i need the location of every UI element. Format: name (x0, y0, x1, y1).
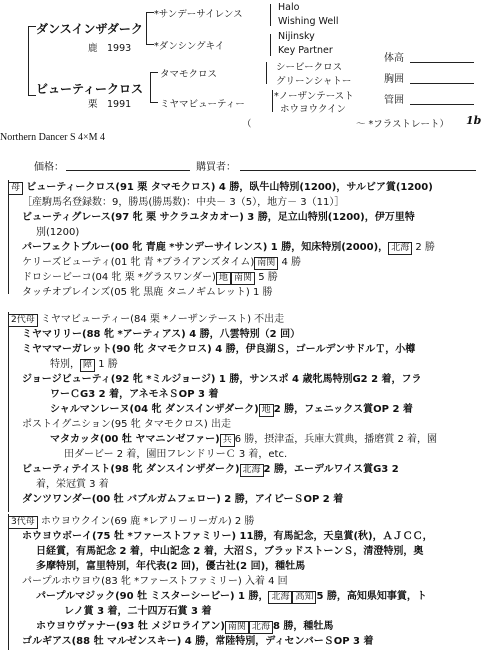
list-item: ミヤマリリー(88 牝 *アーティアス) 4 勝，八雲特別（2 回） (22, 329, 301, 340)
list-item: ビューティグレース(97 牝 栗 サクラユタカオー) 3 勝，足立山特別(1200)，伊万里特 (22, 212, 415, 223)
connector (266, 62, 267, 84)
list-item: ミヤママーガレット(90 牝 タマモクロス) 4 勝，伊良湖Ｓ，ゴールデンサドルＴ，小樽 (22, 344, 416, 355)
list-item: シャルマンレーヌ(04 牝 ダンスインザダーク) (50, 404, 259, 415)
g3-5: シービークロス (276, 62, 343, 73)
dam-dam: ミヤマビューティー (160, 99, 245, 110)
sire-sire: *サンデーサイレンス (154, 9, 243, 20)
list-item-tail: 2 勝，フェニックス賞OP 2 着 (273, 404, 413, 415)
section-label: 3代母 (8, 516, 38, 529)
g3-3: Nijinsky (278, 31, 315, 42)
connector (150, 72, 151, 102)
region-badge: 北海 (249, 621, 273, 634)
list-item: パーフェクトブルー(00 牝 青鹿 *サンデーサイレンス) 1 勝，知床特別(2000)， (22, 242, 389, 253)
list-item: ダンツワンダー(00 牡 バブルガムフェロー) 2 勝，アイビーＳOP 2 着 (22, 494, 344, 505)
third-dam-record: ホウヨウクイン(69 鹿 *レアリーリーガル) 2 勝 (40, 516, 255, 527)
list-item: 日経賞，有馬記念 2 着，中山記念 2 着，大沼Ｓ，ブラッドストーンＳ，清澄特別，奥 (36, 546, 424, 557)
connector (28, 26, 29, 96)
region-badge: 北海 (268, 591, 292, 604)
connector (270, 34, 271, 56)
section-second-dam (8, 312, 492, 507)
sire-name: ダンスインザダーク (36, 22, 143, 36)
sire-dam: *ダンシングキイ (154, 41, 225, 52)
g3-4: Key Partner (278, 45, 333, 56)
list-item-tail: 4 勝 (281, 257, 302, 268)
pedigree-footnote: （ ～ *フラストレート） (242, 119, 449, 130)
section-label: 母 (8, 182, 23, 195)
connector (28, 26, 36, 27)
girth-field[interactable] (410, 83, 474, 84)
list-item-tail: 2 勝，エーデルワイス賞G3 2 (263, 464, 399, 475)
connector (150, 102, 158, 103)
list-item: 着，栄冠賞 3 着 (36, 479, 109, 490)
region-badge: 兵 (220, 434, 235, 447)
region-badge: 地 (216, 272, 231, 285)
list-item: 田ダービー 2 着，園田フレンドリーＣ 3 着，etc. (64, 449, 288, 460)
list-item: ホウヨウヴァナー(93 牡 メジロライアン) (36, 621, 225, 632)
dam-record: ビューティークロス(91 栗 タマモクロス) 4 勝，臥牛山特別(1200)，サルビア賞(1200) (26, 182, 433, 193)
inbreeding-note: Northern Dancer S 4×M 4 (0, 132, 106, 143)
connector (28, 95, 36, 96)
cannon-field[interactable] (410, 104, 474, 105)
list-item: 多摩特別，富里特別，年代表(2 回)，優古社(2 回)，種牡馬 (36, 561, 306, 572)
list-item-tail: 5 勝 (258, 272, 278, 283)
list-item: ワーＣG3 2 着，アネモネＳOP 3 着 (50, 389, 219, 400)
sire-info: 鹿 1993 (88, 43, 132, 54)
list-item-tail: 1 勝 (98, 359, 118, 370)
section-dam (8, 180, 492, 300)
list-item-tail: 2 勝 (415, 242, 435, 253)
region-badge: 障 (80, 359, 95, 372)
offspring-stats: ［産駒馬名登録数：9，勝馬(勝馬数)：中央－ 3（5），地方－ 3（11）］ (22, 197, 345, 208)
list-item: タッチオブレインズ(05 牝 黒鹿 タニノギムレット) 1 勝 (22, 287, 273, 298)
list-item: ケリーズビューティ(01 牝 青 *ブライアンズタイム) (22, 257, 255, 268)
price-label: 価格： (34, 162, 64, 173)
connector (146, 44, 154, 45)
region-badge: 南関 (254, 257, 278, 270)
connector (270, 4, 271, 26)
section-label: 2代母 (8, 314, 38, 327)
list-item: ホウヨウボーイ(75 牡 *ファーストファミリー) 11勝，有馬記念，天皇賞(秋)，ＡＪＣＣ， (22, 531, 433, 542)
list-item: ドロシービーコ(04 牝 栗 *グラスワンダー) (22, 272, 216, 283)
second-dam-record: ミヤマビューティー(84 栗 *ノーザンテースト) 不出走 (40, 314, 285, 325)
buyer-field[interactable] (240, 170, 476, 171)
height-label: 体高 (384, 53, 404, 64)
connector (146, 12, 147, 44)
dam-info: 栗 1991 (88, 99, 132, 110)
g3-7: *ノーザンテースト (274, 91, 354, 102)
list-item: ジョージビューティ(92 牝 *ミルジョージ) 1 勝，サンスポ 4 歳牝馬特別G2 2 着，フラ (22, 374, 422, 385)
region-badge: 地 (259, 404, 274, 417)
girth-label: 胸囲 (384, 74, 404, 85)
list-item: ポストイグニション(95 牝 タマモクロス) 出走 (22, 419, 231, 430)
height-field[interactable] (410, 62, 474, 63)
region-badge: 北海 (240, 464, 264, 477)
connector (150, 72, 158, 73)
dam-name: ビューティークロス (36, 82, 144, 96)
region-badge: 高知 (292, 591, 316, 604)
cannon-label: 管囲 (384, 95, 404, 106)
list-item: 別(1200) (36, 227, 80, 238)
list-item: ゴルギアス(88 牡 マルゼンスキー) 4 勝，常陸特別，ディセンバーＳOP 3 着 (22, 636, 374, 647)
g3-2: Wishing Well (278, 16, 339, 27)
section-third-dam (8, 514, 492, 649)
g3-1: Halo (278, 2, 300, 13)
region-badge: 南関 (225, 621, 249, 634)
connector (272, 90, 273, 112)
list-item: ビューティテイスト(98 牝 ダンスインザダーク) (22, 464, 240, 475)
list-item-tail: 5 勝，高知県知事賞，ト (316, 591, 427, 602)
dam-sire: タマモクロス (160, 69, 218, 80)
connector (146, 12, 154, 13)
list-item: 特別， (50, 359, 80, 370)
g3-8: ホウヨウクイン (280, 104, 347, 115)
buyer-label: 購買者： (196, 162, 236, 173)
list-item-tail: 6 勝，摂津盃，兵庫大賞典，播磨賞 2 着，園 (234, 434, 438, 445)
family-number: 1b (466, 114, 482, 127)
region-badge: 南関 (231, 272, 255, 285)
region-badge: 北海 (388, 242, 412, 255)
g3-6: グリーンシャトー (276, 76, 352, 87)
list-item: パープルホウヨウ(83 牝 *ファーストファミリー) 入着 4 回 (22, 576, 288, 587)
list-item: マタカッタ(00 牡 ヤマニンゼファー) (50, 434, 220, 445)
list-item: レノ賞 3 着，二十四万石賞 3 着 (64, 606, 212, 617)
list-item-tail: 8 勝，種牡馬 (272, 621, 334, 632)
price-field[interactable] (66, 170, 190, 171)
list-item: パープルマジック(90 牡 ミスターシービー) 1 勝， (36, 591, 269, 602)
